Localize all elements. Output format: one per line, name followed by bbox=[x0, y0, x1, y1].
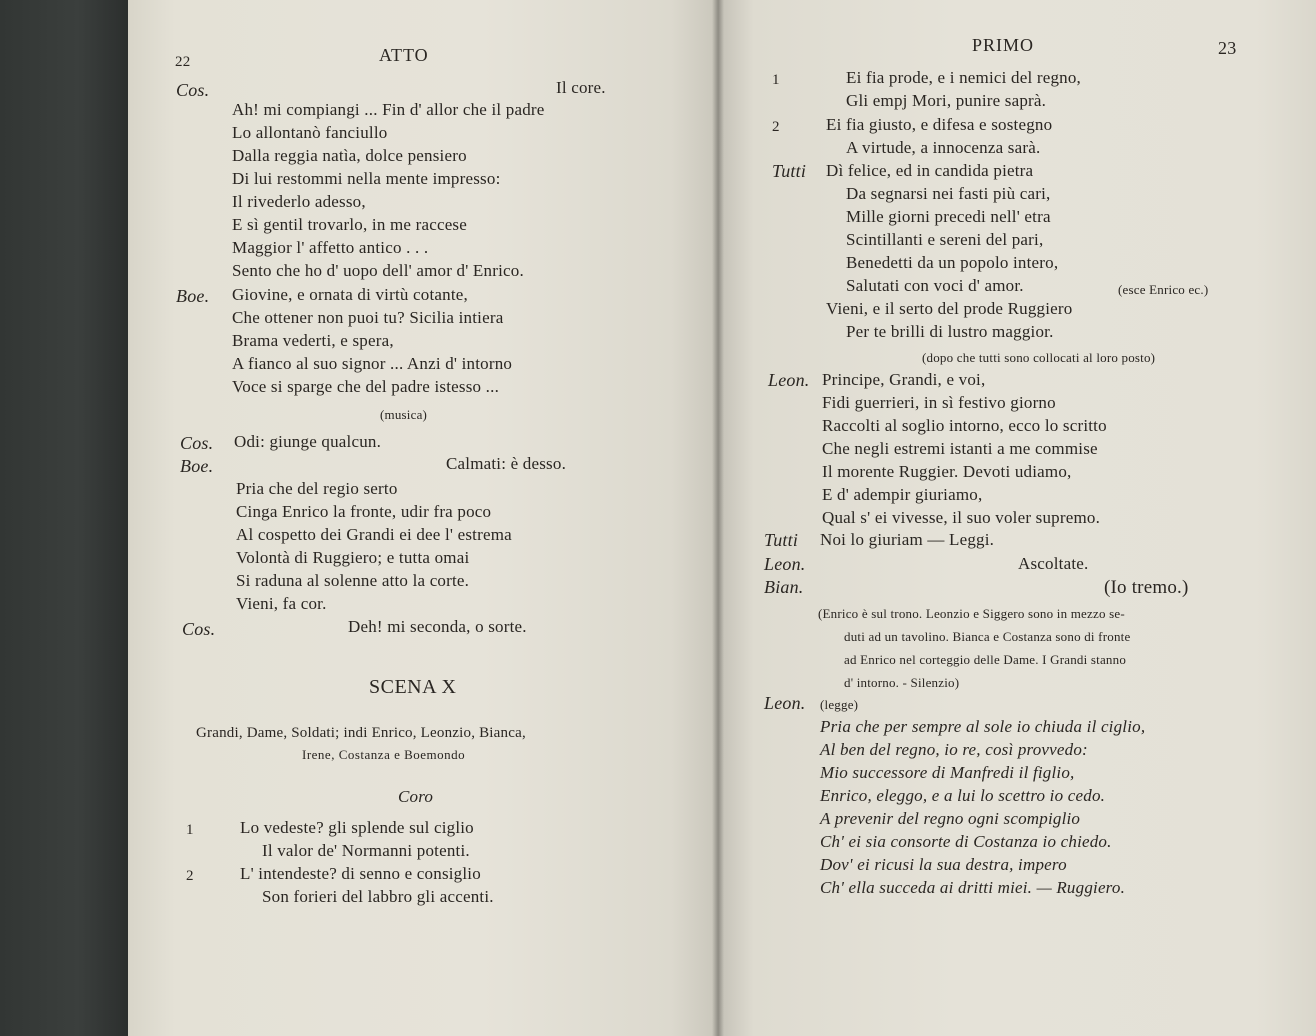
verse-line: Di lui restommi nella mente impresso: bbox=[232, 169, 501, 188]
read-verse-line: Al ben del regno, io re, così provvedo: bbox=[820, 740, 1088, 759]
verse-line: E d' adempir giuriamo, bbox=[822, 485, 983, 504]
verse-line: Fidi guerrieri, in sì festivo giorno bbox=[822, 393, 1056, 412]
verse-line: Maggior l' affetto antico . . . bbox=[232, 238, 429, 257]
verse-line: Mille giorni precedi nell' etra bbox=[846, 207, 1051, 226]
verse-line: Per te brilli di lustro maggior. bbox=[846, 322, 1054, 341]
speaker-label: Cos. bbox=[180, 433, 214, 453]
verse-line: Ah! mi compiangi ... Fin d' allor che il padre bbox=[232, 100, 545, 119]
verse-line: Ei fia giusto, e difesa e sostegno bbox=[826, 115, 1053, 134]
verse-line: Salutati con voci d' amor. bbox=[846, 276, 1024, 295]
verse-line: Il core. bbox=[556, 78, 606, 97]
scene-cast: Irene, Costanza e Boemondo bbox=[302, 747, 466, 762]
verse-line: Odi: giunge qualcun. bbox=[234, 432, 382, 451]
read-verse-line: Enrico, eleggo, e a lui lo scettro io cedo. bbox=[820, 786, 1106, 805]
read-verse-line: Dov' ei ricusi la sua destra, impero bbox=[820, 855, 1067, 874]
verse-line: Brama vederti, e spera, bbox=[232, 331, 394, 350]
running-head: PRIMO bbox=[972, 35, 1035, 55]
verse-line: Scintillanti e sereni del pari, bbox=[846, 230, 1044, 249]
read-verse-line: Ch' ei sia consorte di Costanza io chiedo. bbox=[820, 832, 1112, 851]
stage-direction: ad Enrico nel corteggio delle Dame. I Grandi stanno bbox=[844, 652, 1127, 667]
verse-line: Calmati: è desso. bbox=[446, 454, 567, 473]
verse-line: E sì gentil trovarlo, in me raccese bbox=[232, 215, 467, 234]
speaker-label: Bian. bbox=[764, 577, 804, 597]
verse-line: A virtude, a innocenza sarà. bbox=[846, 138, 1041, 157]
chorus-label: Coro bbox=[398, 787, 434, 806]
running-head: ATTO bbox=[379, 45, 429, 65]
scene-title: SCENA X bbox=[369, 676, 457, 698]
stage-direction: (dopo che tutti sono collocati al loro posto) bbox=[922, 350, 1156, 365]
verse-line: Pria che del regio serto bbox=[236, 479, 398, 498]
verse-line: Il rivederlo adesso, bbox=[232, 192, 366, 211]
verse-line: Noi lo giuriam — Leggi. bbox=[820, 530, 995, 549]
page-number: 22 bbox=[175, 54, 191, 70]
read-verse-line: A prevenir del regno ogni scompiglio bbox=[820, 809, 1081, 828]
verse-line: Ascoltate. bbox=[1018, 554, 1089, 573]
speaker-label: Tutti bbox=[772, 161, 807, 181]
verse-line: Che ottener non puoi tu? Sicilia intiera bbox=[232, 308, 504, 327]
verse-line: Il valor de' Normanni potenti. bbox=[262, 841, 470, 860]
verse-line: Vieni, fa cor. bbox=[236, 594, 327, 613]
stage-direction: (Enrico è sul trono. Leonzio e Siggero sono in mezzo se- bbox=[818, 606, 1125, 621]
book-gutter bbox=[712, 0, 724, 1036]
stage-direction: (legge) bbox=[820, 697, 859, 712]
stage-direction: (esce Enrico ec.) bbox=[1118, 282, 1209, 297]
page-number: 23 bbox=[1218, 38, 1237, 58]
read-verse-line: Pria che per sempre al sole io chiuda il ciglio, bbox=[820, 717, 1146, 736]
speaker-label: Leon. bbox=[764, 554, 806, 574]
verse-line: Il morente Ruggier. Devoti udiamo, bbox=[822, 462, 1072, 481]
verse-line: Deh! mi seconda, o sorte. bbox=[348, 617, 527, 636]
right-page bbox=[718, 0, 1316, 1036]
verse-line: Dì felice, ed in candida pietra bbox=[826, 161, 1034, 180]
verse-line: Principe, Grandi, e voi, bbox=[822, 370, 986, 389]
verse-line: Sento che ho d' uopo dell' amor d' Enrico. bbox=[232, 261, 524, 280]
verse-line: Lo vedeste? gli splende sul ciglio bbox=[240, 818, 474, 837]
verse-line: Ei fia prode, e i nemici del regno, bbox=[846, 68, 1081, 87]
verse-line: Da segnarsi nei fasti più cari, bbox=[846, 184, 1051, 203]
verse-line: Son forieri del labbro gli accenti. bbox=[262, 887, 494, 906]
speaker-label: Cos. bbox=[182, 619, 216, 639]
verse-line: Raccolti al soglio intorno, ecco lo scritto bbox=[822, 416, 1107, 435]
read-verse-line: Mio successore di Manfredi il figlio, bbox=[820, 763, 1075, 782]
speaker-label: Tutti bbox=[764, 530, 799, 550]
speaker-label: Boe. bbox=[180, 456, 214, 476]
verse-line: Voce si sparge che del padre istesso ... bbox=[232, 377, 500, 396]
verse-line: A fianco al suo signor ... Anzi d' intorno bbox=[232, 354, 513, 373]
verse-line: Giovine, e ornata di virtù cotante, bbox=[232, 285, 468, 304]
chorus-part-number: 1 bbox=[186, 822, 194, 838]
stage-direction: duti ad un tavolino. Bianca e Costanza sono di fronte bbox=[844, 629, 1131, 644]
read-verse-line: Ch' ella succeda ai dritti miei. — Ruggiero. bbox=[820, 878, 1126, 897]
chorus-part-number: 1 bbox=[772, 72, 780, 88]
verse-line: Benedetti da un popolo intero, bbox=[846, 253, 1059, 272]
verse-line: Dalla reggia natìa, dolce pensiero bbox=[232, 146, 467, 165]
verse-line: Che negli estremi istanti a me commise bbox=[822, 439, 1098, 458]
verse-line: Si raduna al solenne atto la corte. bbox=[236, 571, 470, 590]
verse-line: L' intendeste? di senno e consiglio bbox=[240, 864, 481, 883]
verse-line: Gli empj Mori, punire saprà. bbox=[846, 91, 1047, 110]
chorus-part-number: 2 bbox=[772, 119, 780, 135]
verse-line: (Io tremo.) bbox=[1104, 577, 1189, 598]
verse-line: Al cospetto dei Grandi ei dee l' estrema bbox=[236, 525, 512, 544]
stage-direction: d' intorno. - Silenzio) bbox=[844, 675, 960, 690]
verse-line: Vieni, e il serto del prode Ruggiero bbox=[826, 299, 1073, 318]
scene-cast: Grandi, Dame, Soldati; indi Enrico, Leonzio, Bianca, bbox=[196, 725, 526, 741]
chorus-part-number: 2 bbox=[186, 868, 194, 884]
speaker-label: Leon. bbox=[768, 370, 810, 390]
speaker-label: Cos. bbox=[176, 80, 210, 100]
speaker-label: Leon. bbox=[764, 693, 806, 713]
book-cover-edge bbox=[0, 0, 130, 1036]
verse-line: Lo allontanò fanciullo bbox=[232, 123, 388, 142]
verse-line: Cinga Enrico la fronte, udir fra poco bbox=[236, 502, 492, 521]
verse-line: Qual s' ei vivesse, il suo voler supremo. bbox=[822, 508, 1101, 527]
speaker-label: Boe. bbox=[176, 286, 210, 306]
stage-direction: (musica) bbox=[380, 407, 428, 422]
verse-line: Volontà di Ruggiero; e tutta omai bbox=[236, 548, 470, 567]
left-page bbox=[128, 0, 718, 1036]
